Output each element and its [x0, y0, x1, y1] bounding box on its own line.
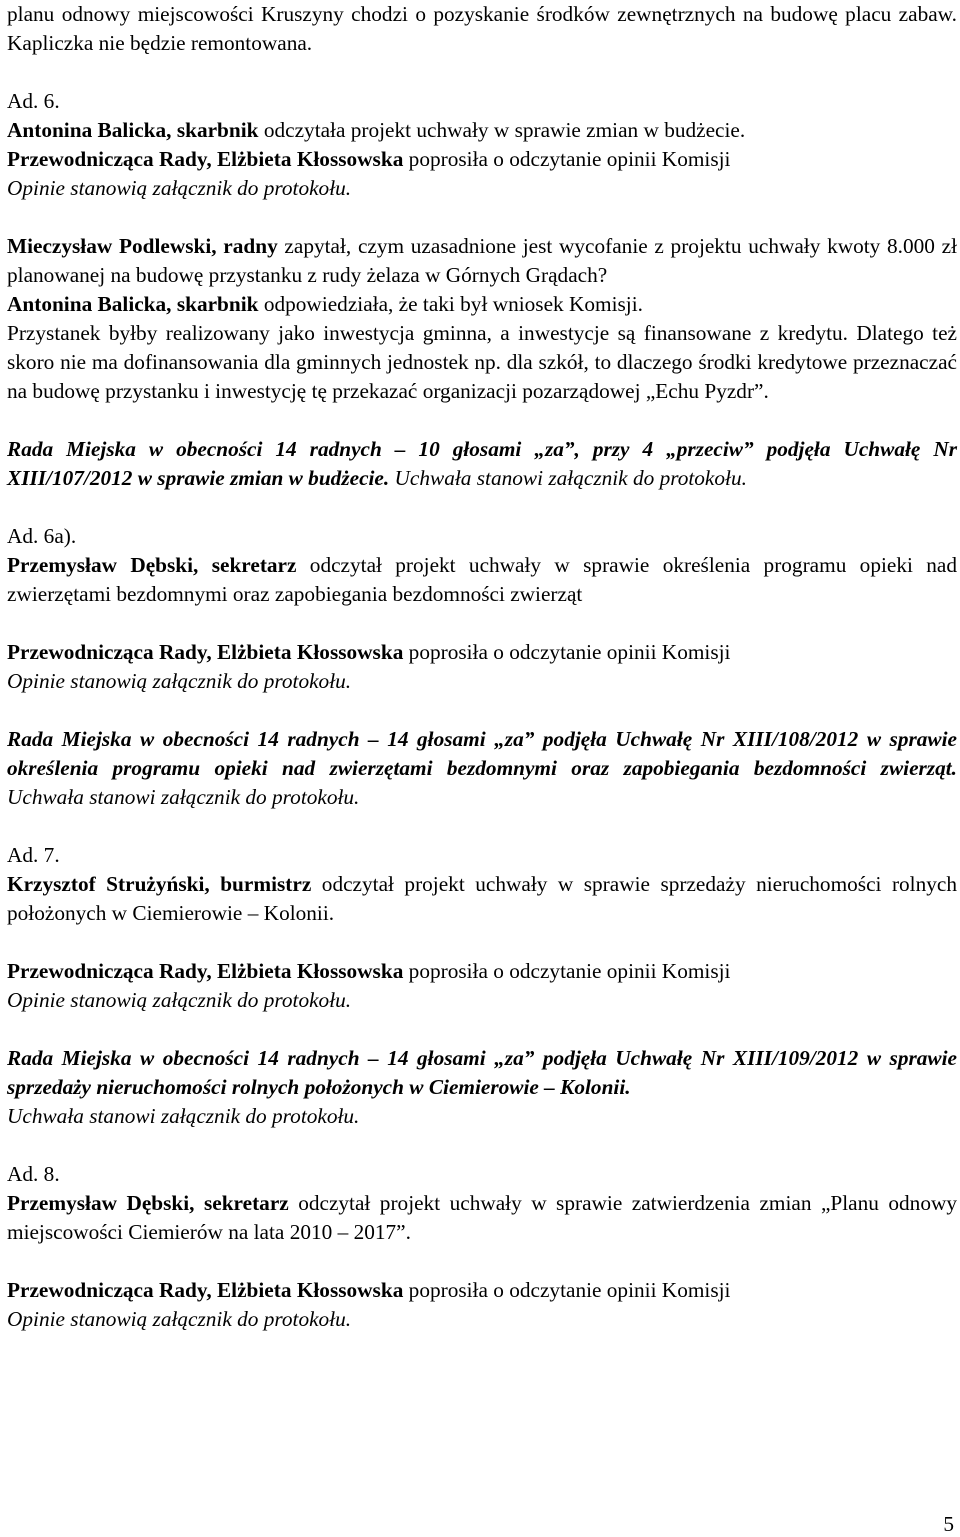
blank-line [7, 696, 957, 725]
document-body [7, 0, 957, 1334]
attachment-note [7, 1305, 957, 1334]
bold-italic-run: Rada Miejska w obecności 14 radnych – 14 głosami „za” podjęła Uchwałę Nr XIII/108/2012 w sprawie określenia programu opieki nad zwierzętami bezdomnymi oraz zapobiegania bezdomności zwierząt. [7, 727, 957, 780]
text-run: odpowiedziała, że taki był wniosek Komisji. [258, 292, 643, 316]
intro-paragraph [7, 0, 957, 58]
bold-run: Przewodnicząca Rady, Elżbieta Kłossowska [7, 959, 404, 983]
text-run: Ad. 8. [7, 1162, 60, 1186]
blank-line [7, 1131, 957, 1160]
text-run: planu odnowy miejscowości Kruszyny chodzi o pozyskanie środków zewnętrznych na budowę placu zabaw. Kapliczka nie będzie remontowana. [7, 2, 957, 55]
attachment-note [7, 667, 957, 696]
paragraph [7, 551, 957, 609]
bold-italic-run: Rada Miejska w obecności 14 radnych – 14 głosami „za” podjęła Uchwałę Nr XIII/109/2012 w sprawie sprzedaży nieruchomości rolnych położonych w Ciemierowie – Kolonii. [7, 1046, 957, 1099]
text-run: poprosiła o odczytanie opinii Komisji [403, 147, 731, 171]
blank-line [7, 493, 957, 522]
italic-run: Opinie stanowią załącznik do protokołu. [7, 669, 352, 693]
blank-line [7, 1015, 957, 1044]
blank-line [7, 812, 957, 841]
agenda-item-heading [7, 522, 957, 551]
text-run: odczytał projekt uchwały w sprawie sprzedaży nieruchomości rolnych położonych w Ciemierowie – Kolonii. [7, 872, 957, 925]
agenda-item-heading [7, 841, 957, 870]
resolution-paragraph [7, 435, 957, 493]
blank-line [7, 58, 957, 87]
text-run: Przystanek byłby realizowany jako inwestycja gminna, a inwestycje są finansowane z kredytu. Dlatego też skoro nie ma dofinansowania dla gminnych jednostek np. dla szkół, to dlaczego środki kredytowe przeznaczać na budowę przystanku i inwestycję tę przekazać organizacji pozarządowej „Echu Pyzdr”. [7, 321, 957, 403]
attachment-note [7, 986, 957, 1015]
bold-run: Krzysztof Strużyński, burmistrz [7, 872, 312, 896]
text-run: poprosiła o odczytanie opinii Komisji [403, 1278, 731, 1302]
paragraph [7, 232, 957, 290]
italic-run: Opinie stanowią załącznik do protokołu. [7, 176, 352, 200]
bold-italic-run: Rada Miejska w obecności 14 radnych – 10 głosami „za”, przy 4 „przeciw” podjęła Uchwałę Nr XIII/107/2012 w sprawie zmian w budżecie. [7, 437, 957, 490]
blank-line [7, 928, 957, 957]
italic-run: Uchwała stanowi załącznik do protokołu. [7, 785, 360, 809]
paragraph [7, 1276, 957, 1305]
text-run: poprosiła o odczytanie opinii Komisji [403, 959, 731, 983]
text-run: Ad. 7. [7, 843, 60, 867]
text-run: Ad. 6. [7, 89, 60, 113]
paragraph [7, 145, 957, 174]
blank-line [7, 406, 957, 435]
text-run: Ad. 6a). [7, 524, 77, 548]
blank-line [7, 609, 957, 638]
paragraph [7, 957, 957, 986]
attachment-note [7, 1102, 957, 1131]
text-run: odczytał projekt uchwały w sprawie zatwierdzenia zmian „Planu odnowy miejscowości Ciemierów na lata 2010 – 2017”. [7, 1191, 957, 1244]
resolution-paragraph [7, 1044, 957, 1102]
resolution-paragraph [7, 725, 957, 812]
text-run: poprosiła o odczytanie opinii Komisji [403, 640, 731, 664]
italic-run: Uchwała stanowi załącznik do protokołu. [7, 1104, 360, 1128]
agenda-item-heading [7, 1160, 957, 1189]
agenda-item-heading [7, 87, 957, 116]
page-number: 5 [943, 1512, 954, 1536]
blank-line [7, 203, 957, 232]
paragraph [7, 870, 957, 928]
italic-run: Uchwała stanowi załącznik do protokołu. [389, 466, 747, 490]
bold-run: Przewodnicząca Rady, Elżbieta Kłossowska [7, 147, 404, 171]
paragraph [7, 638, 957, 667]
paragraph [7, 1189, 957, 1247]
blank-line [7, 1247, 957, 1276]
bold-run: Przemysław Dębski, sekretarz [7, 1191, 289, 1215]
text-run: odczytała projekt uchwały w sprawie zmian w budżecie. [258, 118, 746, 142]
paragraph [7, 319, 957, 406]
paragraph [7, 290, 957, 319]
text-run: odczytał projekt uchwały w sprawie określenia programu opieki nad zwierzętami bezdomnymi oraz zapobiegania bezdomności zwierząt [7, 553, 957, 606]
bold-run: Przewodnicząca Rady, Elżbieta Kłossowska [7, 640, 404, 664]
italic-run: Opinie stanowią załącznik do protokołu. [7, 988, 352, 1012]
paragraph [7, 116, 957, 145]
attachment-note [7, 174, 957, 203]
bold-run: Przewodnicząca Rady, Elżbieta Kłossowska [7, 1278, 404, 1302]
bold-run: Antonina Balicka, skarbnik [7, 118, 259, 142]
bold-run: Mieczysław Podlewski, radny [7, 234, 278, 258]
bold-run: Antonina Balicka, skarbnik [7, 292, 259, 316]
italic-run: Opinie stanowią załącznik do protokołu. [7, 1307, 352, 1331]
bold-run: Przemysław Dębski, sekretarz [7, 553, 297, 577]
text-run: zapytał, czym uzasadnione jest wycofanie z projektu uchwały kwoty 8.000 zł planowanej na budowę przystanku z rudy żelaza w Górnych Grądach? [7, 234, 958, 287]
